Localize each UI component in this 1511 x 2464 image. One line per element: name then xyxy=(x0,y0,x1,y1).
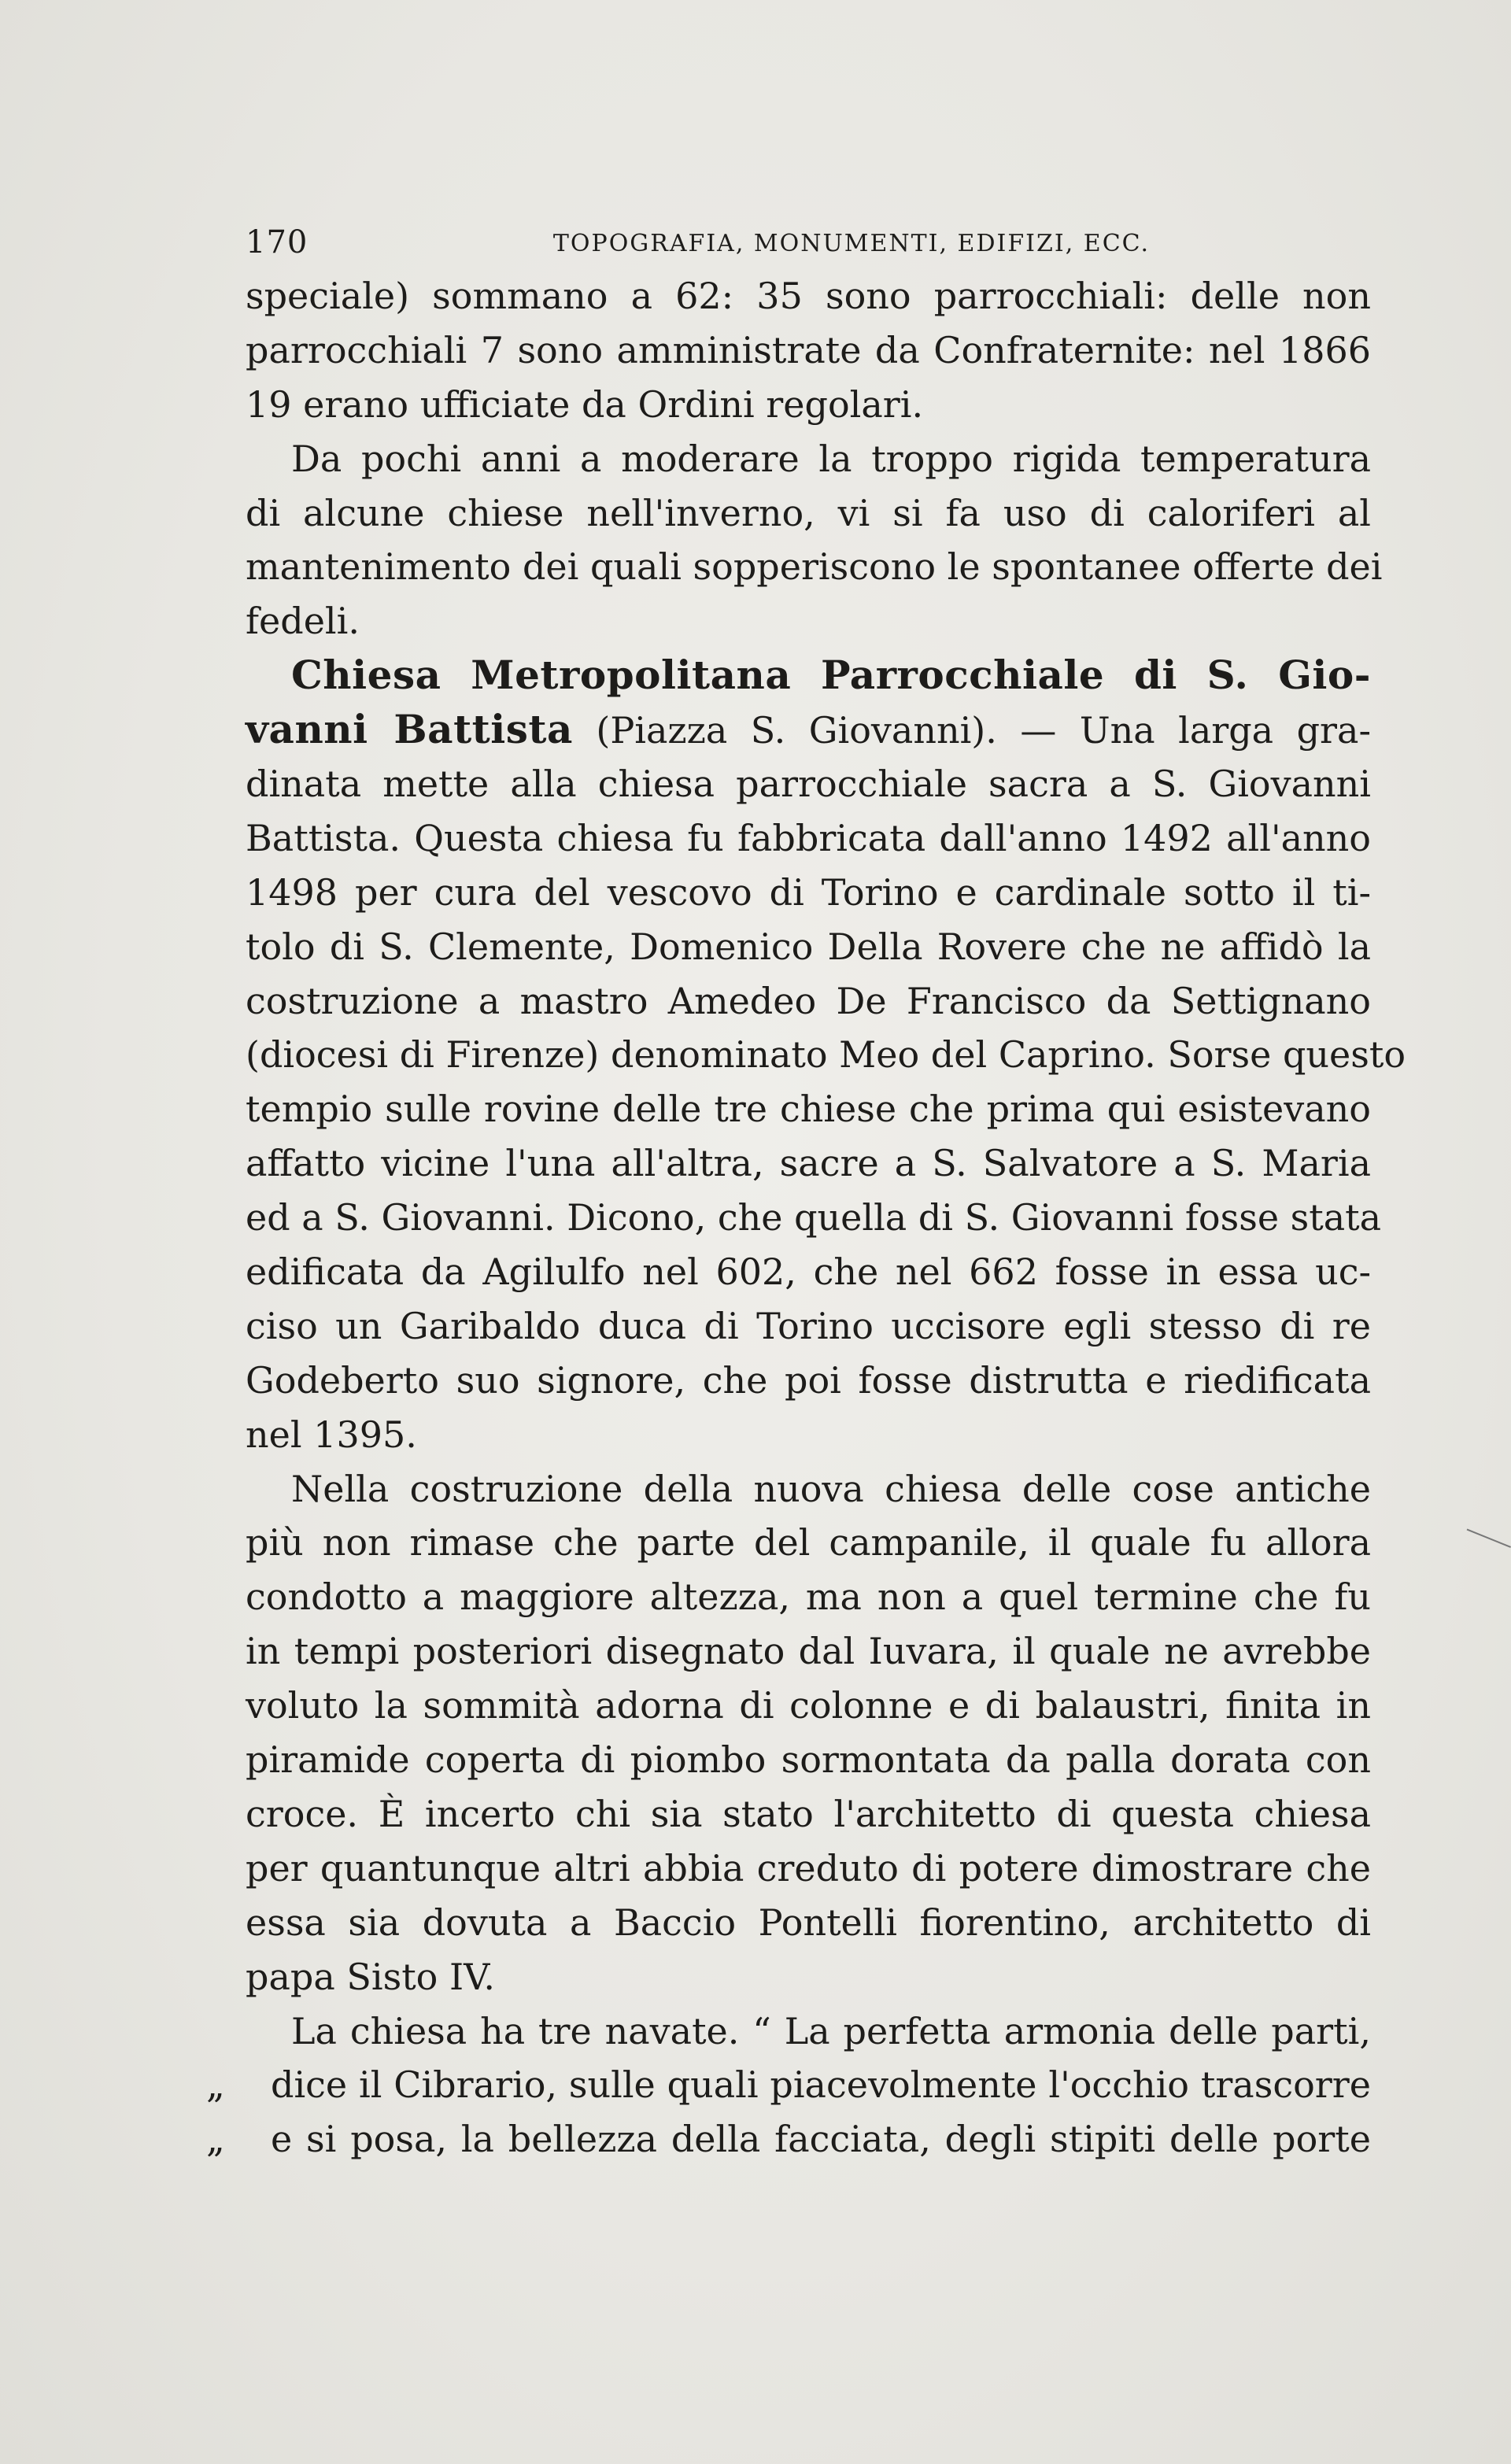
text-line: ed a S. Giovanni. Dicono, che quella di S. Giovanni fosse stata xyxy=(246,1196,1382,1239)
section-heading: Chiesa Metropolitana Parrocchiale di S. Gio- xyxy=(291,652,1371,699)
text-line: Battista. Questa chiesa fu fabbricata dall'anno 1492 all'anno xyxy=(246,816,1371,859)
quoted-line xyxy=(206,2058,1371,2112)
section-heading-end: vanni Battista xyxy=(246,706,573,753)
page-header xyxy=(246,219,1371,266)
heading-continuation xyxy=(246,703,1371,757)
margin-mark xyxy=(1455,1529,1511,1577)
text-line: dinata mette alla chiesa parrocchiale sacra a S. Giovanni xyxy=(246,763,1371,806)
text-line: (diocesi di Firenze) denominato Meo del Caprino. Sorse questo xyxy=(246,1033,1406,1077)
text-line: La chiesa ha tre navate. “ La perfetta armonia delle parti, xyxy=(291,2009,1371,2052)
text-line: affatto vicine l'una all'altra, sacre a S. Salvatore a S. Maria xyxy=(246,1142,1371,1185)
quoted-line xyxy=(206,2112,1371,2167)
text-line: più non rimase che parte del campanile, il quale fu allora xyxy=(246,1521,1371,1564)
body-text xyxy=(206,269,1406,2167)
text-line: mantenimento dei quali sopperiscono le spontanee offerte dei xyxy=(246,545,1383,589)
text-line: voluto la sommità adorna di colonne e di balaustri, finita in xyxy=(246,1684,1371,1727)
text-line: costruzione a mastro Amedeo De Francisco da Settignano xyxy=(246,979,1371,1022)
quoted-text: e si posa, la bellezza della facciata, degli stipiti delle porte xyxy=(271,2118,1371,2161)
text-line: ciso un Garibaldo duca di Torino uccisore egli stesso di re xyxy=(246,1304,1371,1347)
text-line: in tempi posteriori disegnato dal Iuvara, il quale ne avrebbe xyxy=(246,1630,1371,1673)
text-line: edificata da Agilulfo nel 602, che nel 662 fosse in essa uc- xyxy=(246,1250,1371,1294)
quoted-text: dice il Cibrario, sulle quali piacevolmente l'occhio trascorre xyxy=(271,2063,1371,2107)
quote-mark: „ xyxy=(206,2118,225,2161)
text-line: parrocchiali 7 sono amministrate da Confraternite: nel 1866 xyxy=(246,328,1371,371)
page-number: 170 xyxy=(246,224,308,260)
text-line: di alcune chiese nell'inverno, vi si fa uso di caloriferi al xyxy=(246,491,1371,534)
text-line: fedeli. xyxy=(246,600,360,643)
text-line: Da pochi anni a moderare la troppo rigida temperatura xyxy=(291,437,1371,480)
text-line: Nella costruzione della nuova chiesa delle cose antiche xyxy=(291,1467,1371,1510)
text-line: essa sia dovuta a Baccio Pontelli fiorentino, architetto di xyxy=(246,1901,1371,1944)
text-line: croce. È incerto chi sia stato l'architetto di questa chiesa xyxy=(246,1792,1371,1835)
text-line: speciale) sommano a 62: 35 sono parrocchiali: delle non xyxy=(246,275,1371,317)
text-line: 19 erano ufficiate da Ordini regolari. xyxy=(246,382,924,426)
text-line: Godeberto suo signore, che poi fosse distrutta e riedificata xyxy=(246,1358,1371,1402)
text-line: per quantunque altri abbia creduto di potere dimostrare che xyxy=(246,1846,1371,1890)
text-line: papa Sisto IV. xyxy=(246,1955,495,1998)
text-line: condotto a maggiore altezza, ma non a quel termine che fu xyxy=(246,1576,1371,1619)
quote-mark: „ xyxy=(206,2063,225,2107)
text-line: tempio sulle rovine delle tre chiese che prima qui esistevano xyxy=(246,1088,1371,1131)
text-line: nel 1395. xyxy=(246,1413,417,1456)
text-line: 1498 per cura del vescovo di Torino e cardinale sotto il ti- xyxy=(246,870,1371,914)
text-line: piramide coperta di piombo sormontata da palla dorata con xyxy=(246,1738,1371,1782)
running-head: TOPOGRAFIA, MONUMENTI, EDIFIZI, ECC. xyxy=(552,230,1151,257)
heading-rest: (Piazza S. Giovanni). — Una larga gra- xyxy=(572,709,1371,752)
text-line: tolo di S. Clemente, Domenico Della Rovere che ne affidò la xyxy=(246,925,1371,968)
